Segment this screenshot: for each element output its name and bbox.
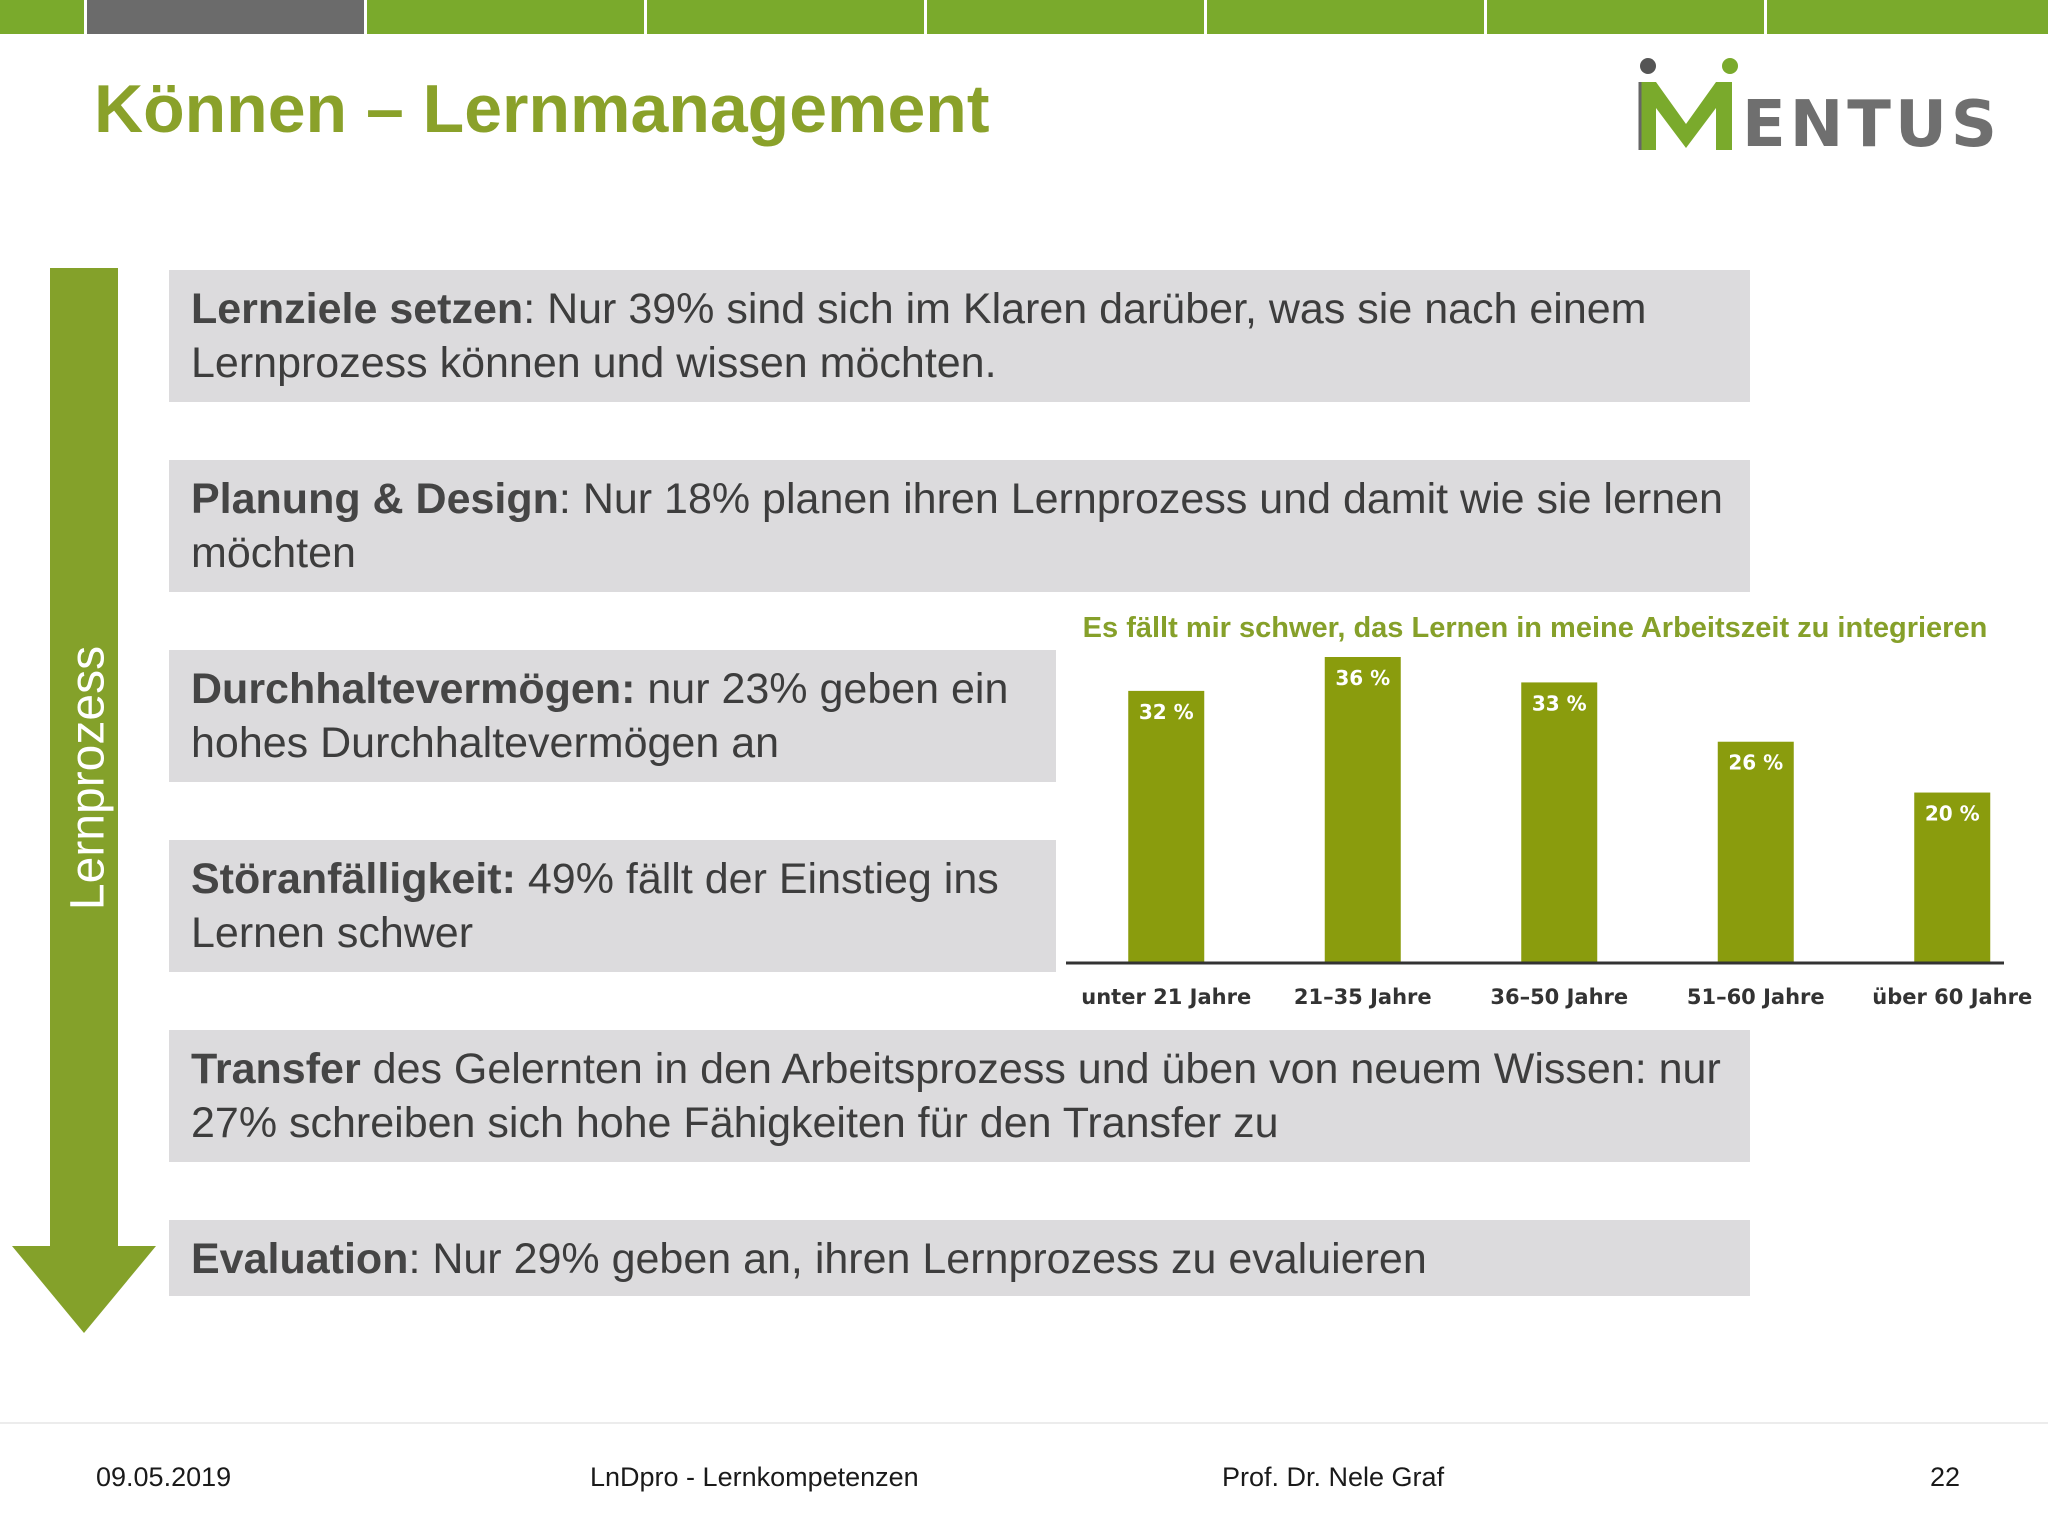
box-transfer: [169, 1030, 1750, 1162]
box-heading: Durchhaltevermögen:: [191, 665, 636, 713]
chart-category-label: über 60 Jahre: [1872, 985, 2033, 1009]
box-text: : Nur 18% planen ihren Lernprozess und damit wie sie lernen möchten: [191, 475, 1723, 577]
chart-bar: [1128, 691, 1204, 962]
mentus-logo: [1630, 52, 2010, 162]
box-durchhalte: [169, 650, 1056, 782]
svg-text:ENTUS: ENTUS: [1742, 88, 2001, 162]
chart-bar: [1718, 742, 1794, 962]
top-bar-segment: [1767, 0, 2048, 34]
box-text: nur 23% geben ein hohes Durchhaltevermögen an: [191, 665, 1009, 767]
top-bar-segment: [647, 0, 927, 34]
top-bar-segment: [87, 0, 367, 34]
chart-value-label: 33 %: [1531, 691, 1587, 716]
footer-page-number: 22: [1930, 1462, 1961, 1492]
footer-course: LnDpro - Lernkompetenzen: [590, 1462, 919, 1492]
chart-bar: [1325, 657, 1401, 962]
box-text: des Gelernten in den Arbeitsprozess und üben von neuem Wissen: nur 27% schreiben sich hohe Fähigkeiten für den Transfer zu: [191, 1045, 1721, 1147]
box-planung: [169, 460, 1750, 592]
top-bar-segment: [1207, 0, 1487, 34]
chart-plot: [1060, 602, 2033, 1022]
top-bar-segment: [0, 0, 87, 34]
top-bar-segment: [1487, 0, 1767, 34]
box-heading: Planung & Design: [191, 475, 559, 523]
box-lernziele: [169, 270, 1750, 402]
top-bar-segment: [927, 0, 1207, 34]
box-evaluation: [169, 1220, 1750, 1296]
box-text: 49% fällt der Einstieg ins Lernen schwer: [191, 855, 999, 957]
chart-bar: [1521, 682, 1597, 962]
chart-value-label: 32 %: [1138, 699, 1194, 724]
box-heading: Störanfälligkeit:: [191, 855, 516, 903]
slide-title: Können – Lernmanagement: [94, 71, 990, 147]
footer-date: 09.05.2019: [96, 1462, 232, 1492]
chart-value-label: 26 %: [1728, 750, 1784, 775]
box-stoeranfaellig: [169, 840, 1056, 972]
footer-divider: [0, 1422, 2048, 1424]
chart-category-label: 21–35 Jahre: [1293, 985, 1432, 1009]
box-text: : Nur 29% geben an, ihren Lernprozess zu evaluieren: [408, 1235, 1427, 1283]
chart-value-label: 36 %: [1335, 666, 1391, 690]
footer-author: Prof. Dr. Nele Graf: [1222, 1462, 1445, 1492]
box-heading: Evaluation: [191, 1235, 409, 1283]
top-bar-segment: [367, 0, 647, 34]
box-heading: Transfer: [191, 1045, 361, 1093]
top-accent-bar: [0, 0, 2048, 34]
chart-category-label: unter 21 Jahre: [1081, 985, 1252, 1009]
arrow-label: Lernprozess: [61, 645, 115, 911]
bar-chart: [1060, 602, 2033, 1022]
box-text: : Nur 39% sind sich im Klaren darüber, was sie nach einem Lernprozess können und wissen möchten.: [191, 285, 1647, 387]
chart-category-label: 36–50 Jahre: [1490, 985, 1629, 1009]
chart-value-label: 20 %: [1924, 801, 1980, 826]
chart-category-label: 51–60 Jahre: [1686, 985, 1825, 1009]
box-heading: Lernziele setzen: [191, 285, 524, 333]
chart-title: Es fällt mir schwer, das Lernen in meine Arbeitszeit zu integrieren: [1082, 612, 1988, 644]
